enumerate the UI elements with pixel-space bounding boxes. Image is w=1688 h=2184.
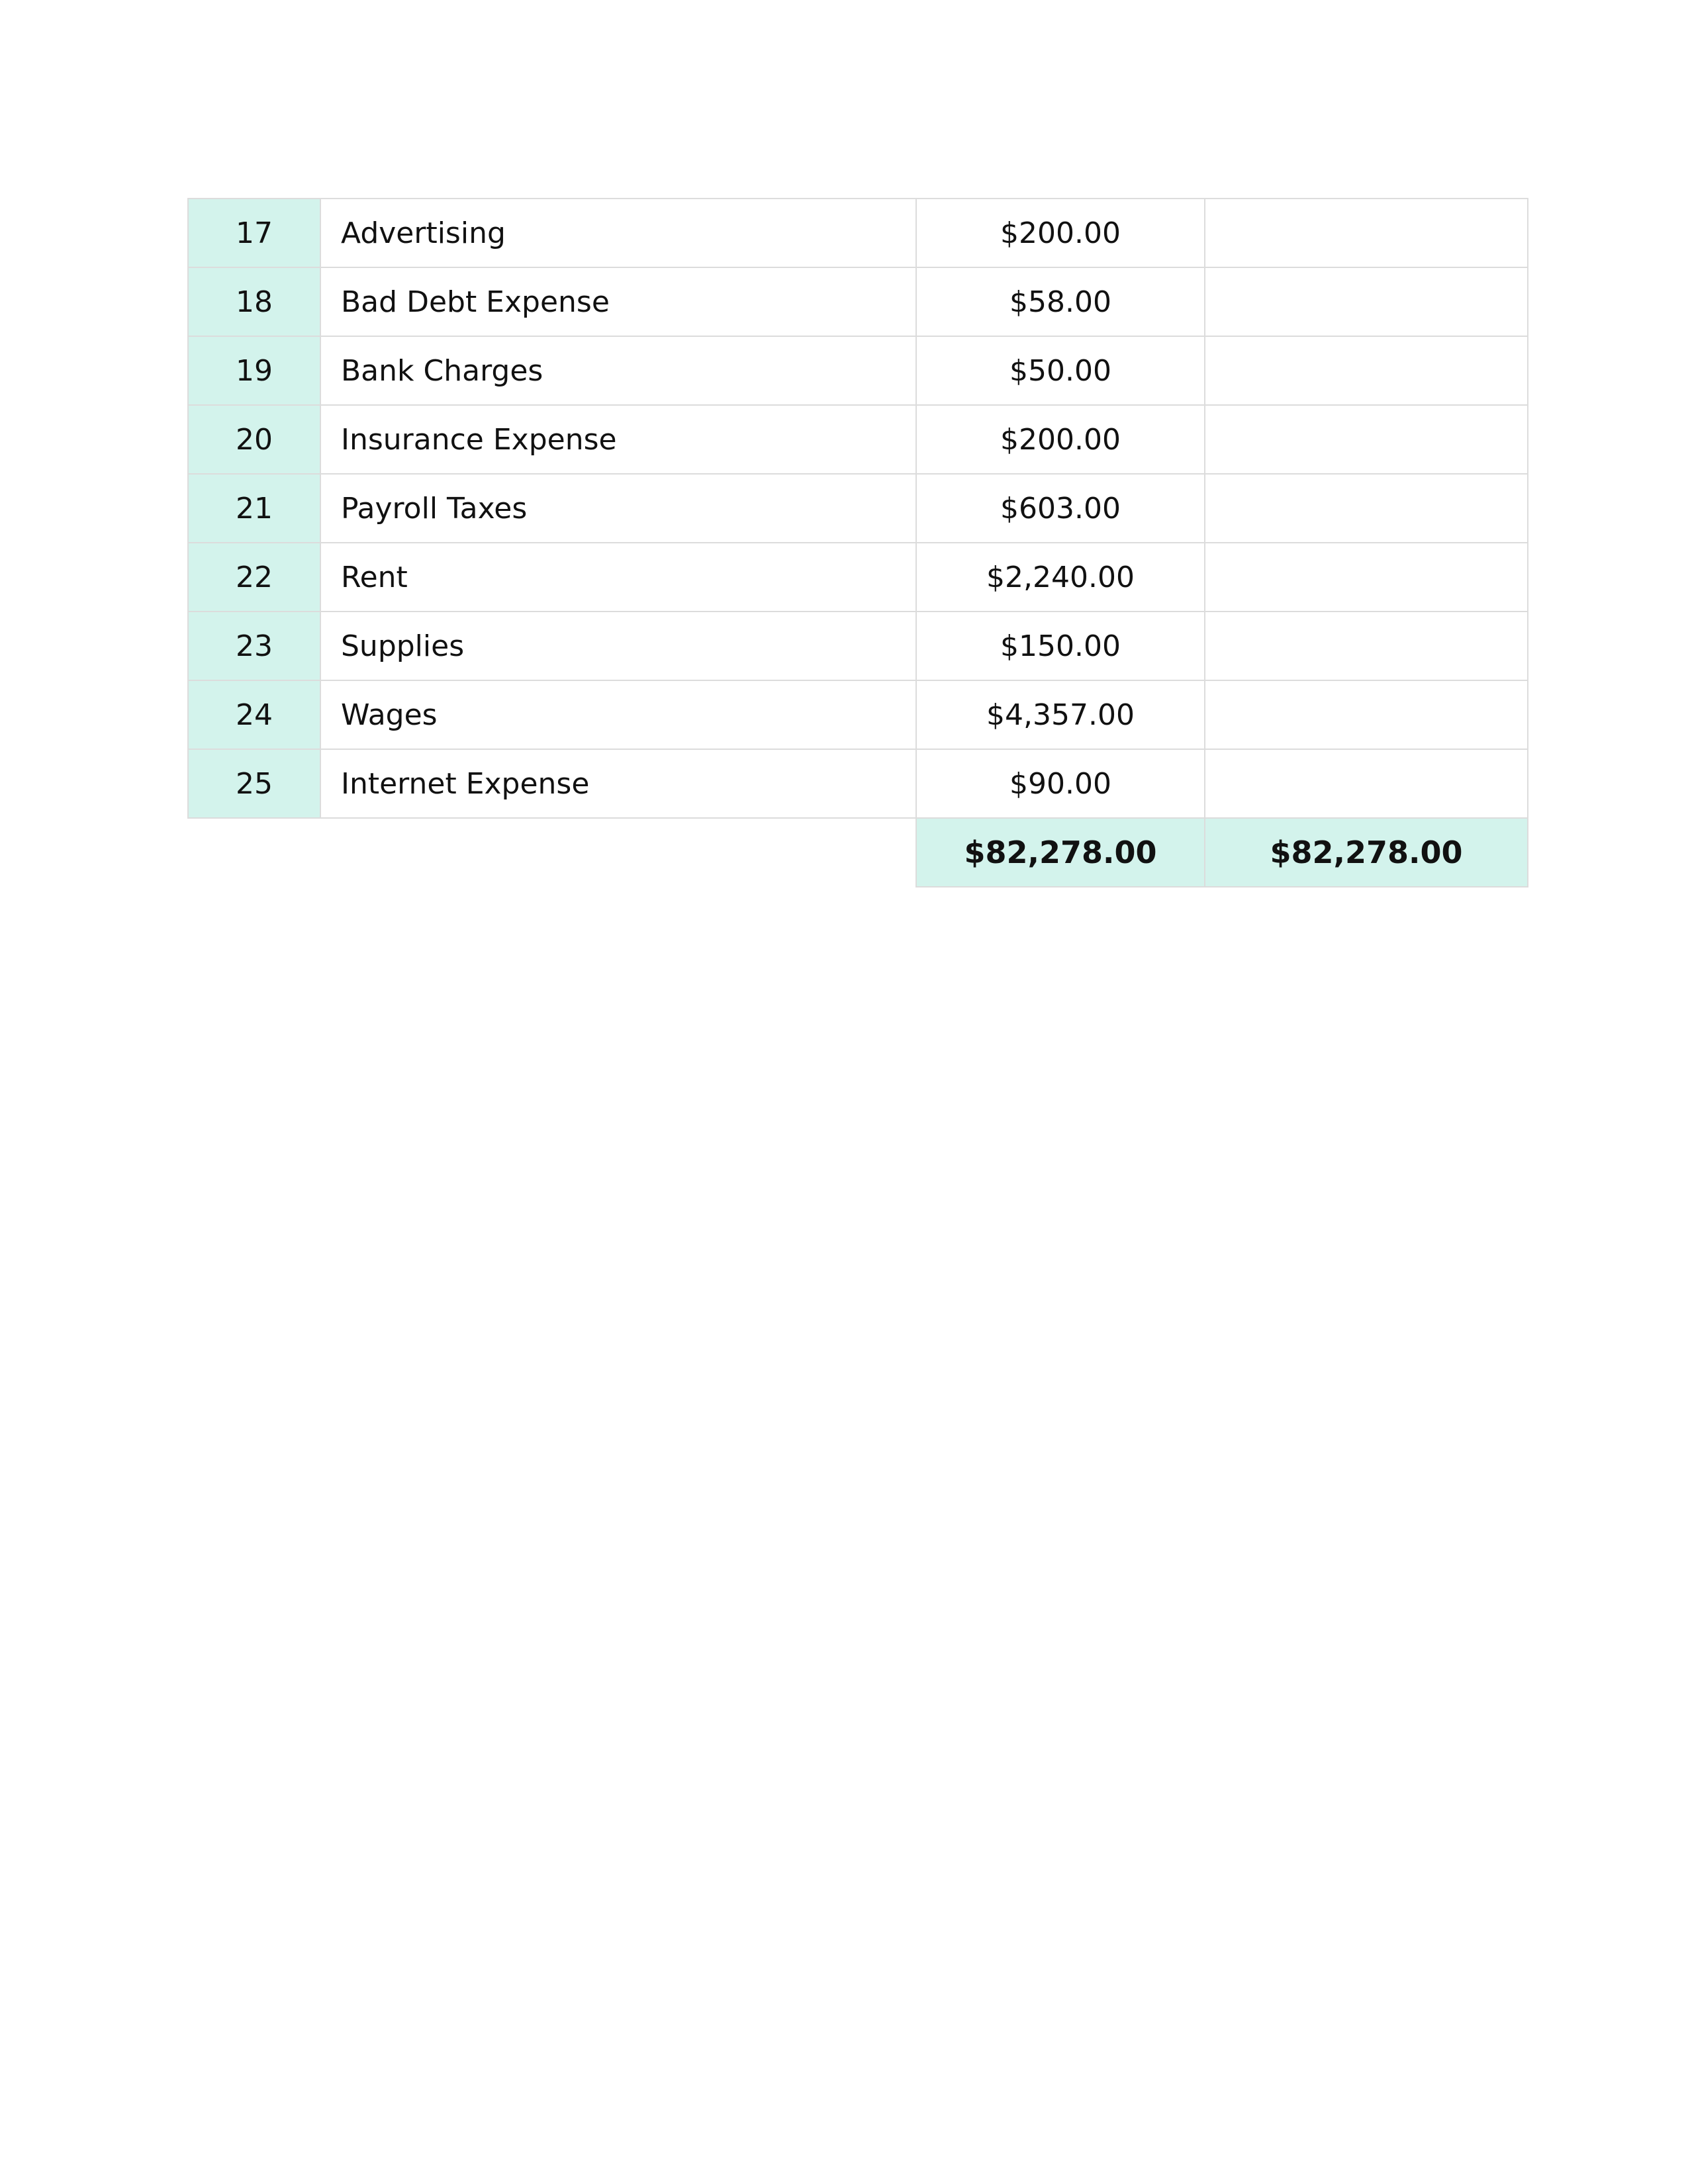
credit-total: $82,278.00 bbox=[1205, 818, 1528, 887]
account-name: Payroll Taxes bbox=[320, 474, 916, 543]
credit-amount bbox=[1205, 267, 1528, 336]
debit-amount: $150.00 bbox=[916, 612, 1205, 680]
credit-amount bbox=[1205, 336, 1528, 405]
debit-amount: $50.00 bbox=[916, 336, 1205, 405]
totals-spacer bbox=[320, 818, 916, 887]
account-name: Rent bbox=[320, 543, 916, 612]
credit-amount bbox=[1205, 543, 1528, 612]
totals-row bbox=[188, 818, 1528, 887]
account-name: Internet Expense bbox=[320, 749, 916, 818]
debit-amount: $200.00 bbox=[916, 405, 1205, 474]
debit-amount: $200.00 bbox=[916, 199, 1205, 267]
debit-amount: $2,240.00 bbox=[916, 543, 1205, 612]
credit-amount bbox=[1205, 199, 1528, 267]
table-row bbox=[188, 405, 1528, 474]
table-row bbox=[188, 612, 1528, 680]
row-number: 18 bbox=[188, 267, 320, 336]
account-name: Supplies bbox=[320, 612, 916, 680]
row-number: 21 bbox=[188, 474, 320, 543]
table-row bbox=[188, 680, 1528, 749]
debit-amount: $90.00 bbox=[916, 749, 1205, 818]
credit-amount bbox=[1205, 474, 1528, 543]
credit-amount bbox=[1205, 680, 1528, 749]
trial-balance-table bbox=[187, 198, 1528, 887]
debit-amount: $58.00 bbox=[916, 267, 1205, 336]
debit-total: $82,278.00 bbox=[916, 818, 1205, 887]
row-number: 25 bbox=[188, 749, 320, 818]
account-name: Advertising bbox=[320, 199, 916, 267]
account-name: Insurance Expense bbox=[320, 405, 916, 474]
account-name: Wages bbox=[320, 680, 916, 749]
table-row bbox=[188, 336, 1528, 405]
table-row bbox=[188, 749, 1528, 818]
table-row bbox=[188, 474, 1528, 543]
totals-spacer bbox=[188, 818, 320, 887]
account-name: Bad Debt Expense bbox=[320, 267, 916, 336]
account-name: Bank Charges bbox=[320, 336, 916, 405]
row-number: 19 bbox=[188, 336, 320, 405]
row-number: 22 bbox=[188, 543, 320, 612]
table-body bbox=[188, 199, 1528, 887]
credit-amount bbox=[1205, 405, 1528, 474]
credit-amount bbox=[1205, 612, 1528, 680]
row-number: 23 bbox=[188, 612, 320, 680]
row-number: 20 bbox=[188, 405, 320, 474]
table-row bbox=[188, 199, 1528, 267]
table-row bbox=[188, 543, 1528, 612]
row-number: 24 bbox=[188, 680, 320, 749]
debit-amount: $4,357.00 bbox=[916, 680, 1205, 749]
table-row bbox=[188, 267, 1528, 336]
debit-amount: $603.00 bbox=[916, 474, 1205, 543]
row-number: 17 bbox=[188, 199, 320, 267]
credit-amount bbox=[1205, 749, 1528, 818]
